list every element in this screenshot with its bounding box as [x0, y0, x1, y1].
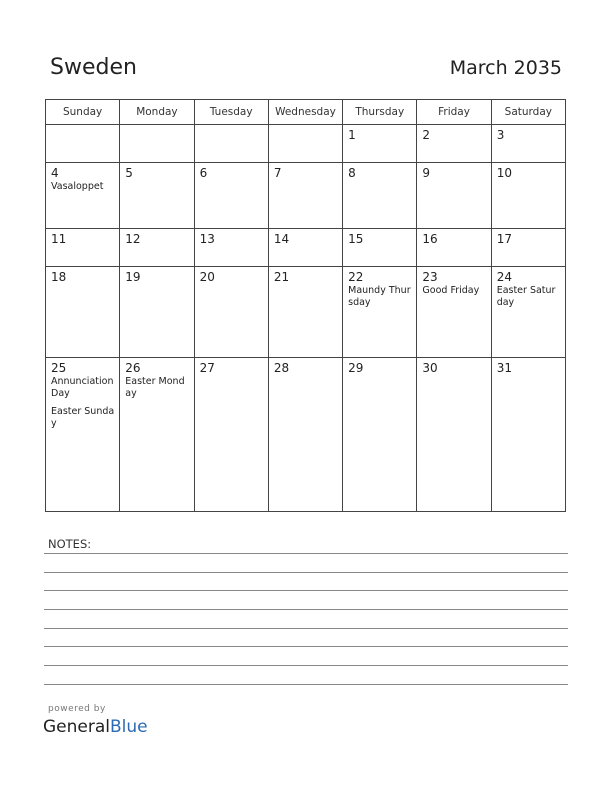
day-number: 9	[422, 166, 431, 181]
day-number: 31	[496, 360, 512, 375]
day-cell-16	[417, 228, 491, 266]
empty-day-cell	[120, 125, 194, 163]
notes-label: NOTES:	[48, 537, 92, 551]
day-number: 1	[348, 128, 356, 142]
day-number: 22	[348, 269, 364, 284]
day-cell-31	[491, 357, 565, 511]
day-number: 29	[348, 360, 364, 375]
day-number: 6	[199, 166, 208, 181]
day-number: 26	[125, 360, 141, 375]
country-title: Sweden	[50, 55, 137, 80]
weekday-thursday: Thursday	[343, 100, 417, 125]
day-cell-22	[343, 266, 417, 357]
day-cell-25	[46, 357, 120, 511]
day-number: 19	[125, 269, 141, 284]
day-cell-2	[417, 125, 491, 163]
week-row	[46, 266, 566, 357]
month-year-title: March 2035	[449, 57, 562, 79]
day-number: 24	[496, 269, 512, 284]
day-number: 2	[422, 128, 431, 142]
holiday-label: Easter Sunday	[51, 405, 115, 429]
holiday-label: Vasaloppet	[51, 181, 104, 193]
weekday-tuesday: Tuesday	[194, 100, 268, 125]
week-row	[46, 125, 566, 163]
week-row	[46, 357, 566, 511]
empty-day-cell	[194, 125, 268, 163]
weekday-saturday: Saturday	[491, 100, 565, 125]
holiday-label: Easter Monday	[125, 375, 185, 399]
day-number: 5	[125, 166, 133, 181]
day-number: 17	[496, 231, 512, 246]
powered-by-text: powered by	[48, 704, 106, 714]
day-cell-3	[491, 125, 565, 163]
day-cell-19	[120, 266, 194, 357]
day-cell-1	[343, 125, 417, 163]
day-cell-5	[120, 163, 194, 229]
day-cell-6	[194, 163, 268, 229]
day-cell-17	[491, 228, 565, 266]
calendar-grid	[45, 99, 566, 512]
day-number: 8	[348, 166, 356, 181]
holiday-label: Maundy Thursday	[348, 284, 411, 308]
day-number: 21	[273, 269, 290, 284]
day-cell-10	[491, 163, 565, 229]
day-cell-23	[417, 266, 491, 357]
weekday-sunday: Sunday	[46, 100, 120, 125]
day-number: 23	[422, 269, 438, 284]
notes-line	[44, 646, 568, 647]
brand-general: General	[43, 717, 110, 737]
weekday-header-row	[46, 100, 566, 125]
holiday-label: Good Friday	[422, 284, 480, 296]
brand-logo[interactable]	[43, 717, 148, 737]
day-cell-20	[194, 266, 268, 357]
weekday-friday: Friday	[417, 100, 491, 125]
day-number: 30	[422, 360, 438, 375]
day-number: 7	[273, 166, 282, 181]
empty-day-cell	[46, 125, 120, 163]
day-number: 27	[199, 360, 215, 375]
day-cell-27	[194, 357, 268, 511]
week-row	[46, 163, 566, 229]
day-cell-12	[120, 228, 194, 266]
weekday-monday: Monday	[120, 100, 194, 125]
brand-blue: Blue	[110, 717, 148, 737]
day-cell-11	[46, 228, 120, 266]
day-cell-4	[46, 163, 120, 229]
day-number: 18	[51, 269, 67, 284]
day-cell-8	[343, 163, 417, 229]
day-number: 16	[422, 231, 438, 246]
day-cell-14	[268, 228, 342, 266]
day-cell-7	[268, 163, 342, 229]
notes-line	[44, 665, 568, 666]
day-number: 15	[348, 231, 364, 246]
day-number: 13	[199, 231, 215, 246]
day-number: 28	[273, 360, 290, 375]
day-cell-13	[194, 228, 268, 266]
notes-line	[44, 590, 568, 591]
notes-line	[44, 609, 568, 610]
day-number: 10	[496, 166, 512, 181]
day-number: 11	[51, 231, 67, 246]
day-cell-24	[491, 266, 565, 357]
day-cell-9	[417, 163, 491, 229]
day-cell-15	[343, 228, 417, 266]
day-number: 12	[125, 231, 141, 246]
day-cell-21	[268, 266, 342, 357]
day-cell-26	[120, 357, 194, 511]
day-number: 3	[496, 128, 505, 142]
day-cell-29	[343, 357, 417, 511]
day-cell-28	[268, 357, 342, 511]
day-cell-18	[46, 266, 120, 357]
empty-day-cell	[268, 125, 342, 163]
day-cell-30	[417, 357, 491, 511]
day-number: 20	[199, 269, 215, 284]
day-number: 14	[273, 231, 290, 246]
notes-line	[44, 684, 568, 685]
week-row	[46, 228, 566, 266]
day-number: 4	[51, 166, 59, 181]
notes-line	[44, 628, 568, 629]
weekday-wednesday: Wednesday	[268, 100, 342, 125]
holiday-label: Annunciation Day	[51, 375, 114, 399]
day-number: 25	[51, 360, 67, 375]
notes-line	[44, 553, 568, 554]
notes-line	[44, 572, 568, 573]
holiday-label: Easter Saturday	[496, 284, 556, 308]
